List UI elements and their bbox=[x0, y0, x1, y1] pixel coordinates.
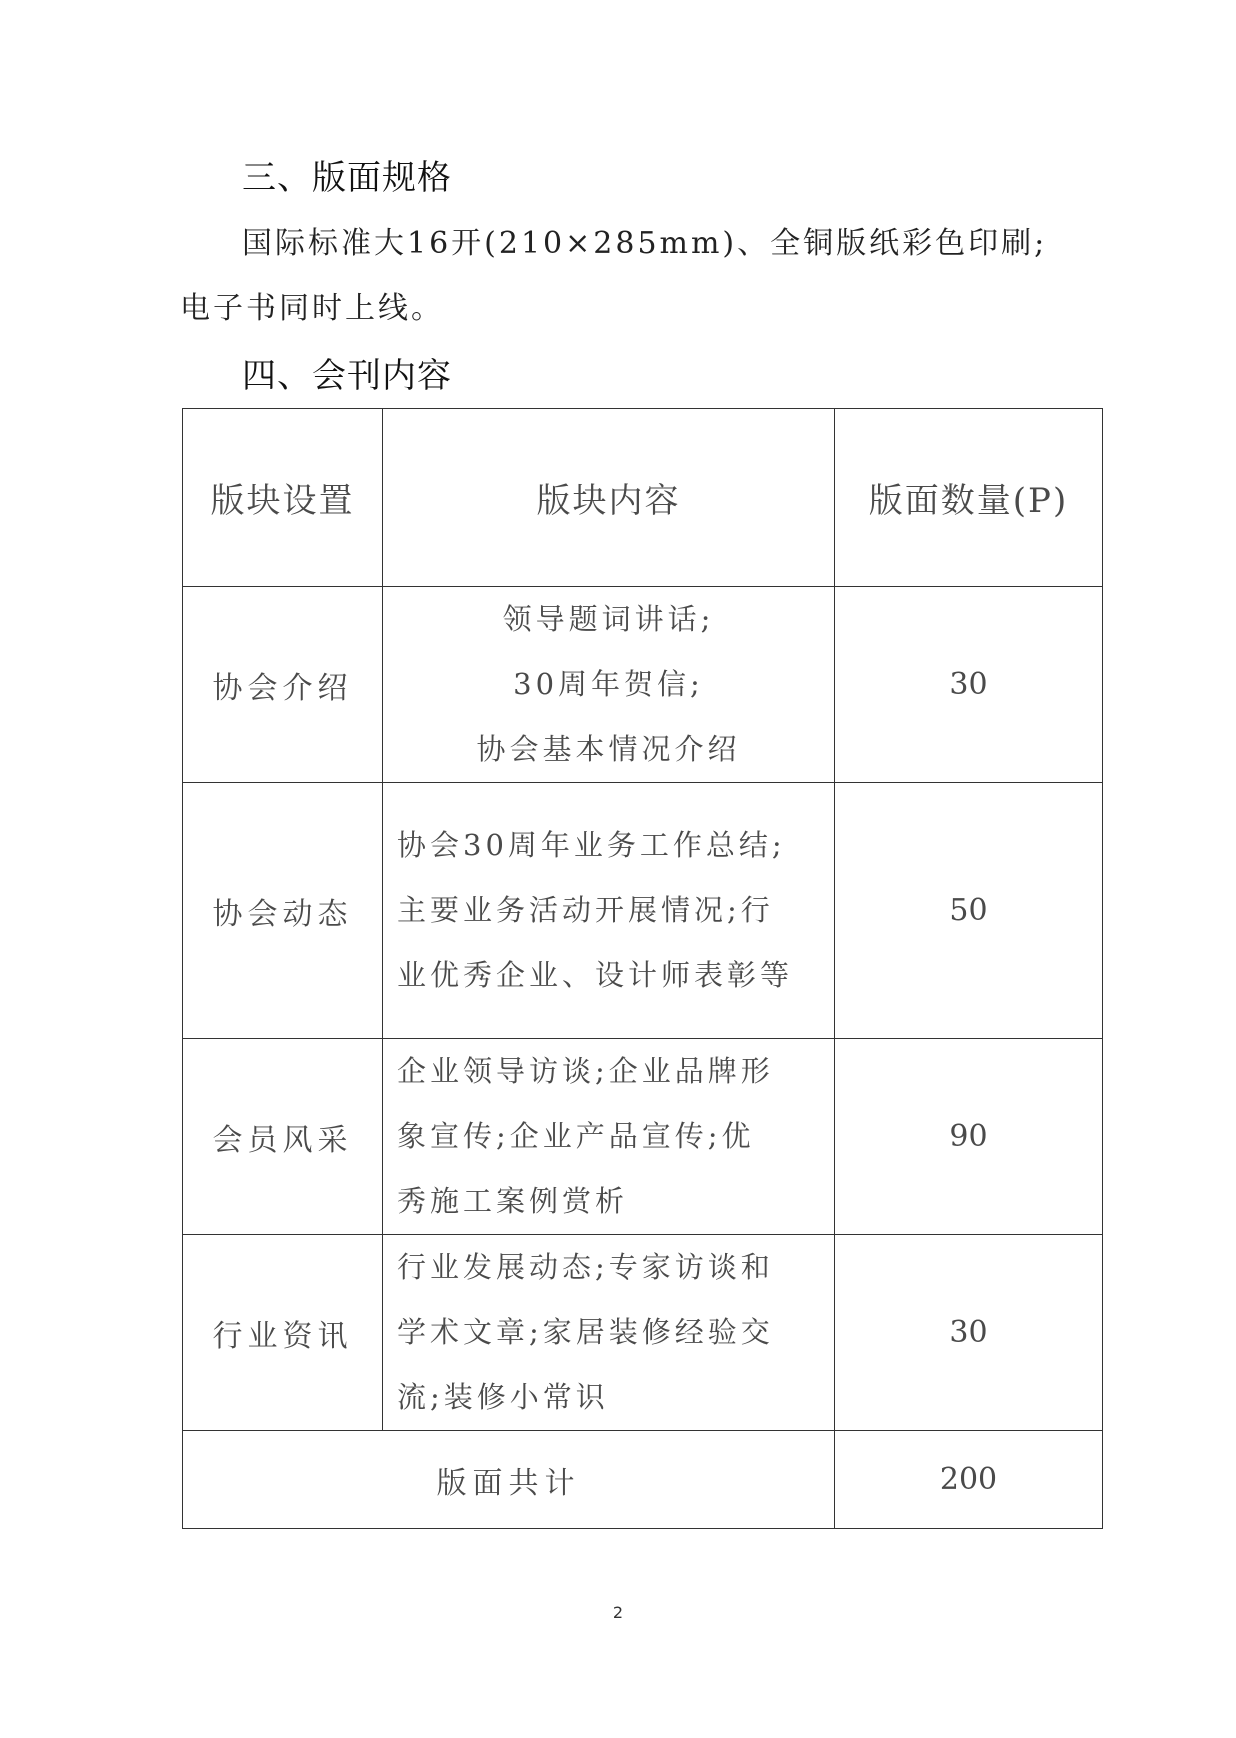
row-content bbox=[383, 783, 835, 1039]
page-number: 2 bbox=[612, 1603, 624, 1622]
header-section-content: 版块内容 bbox=[383, 409, 835, 587]
total-page-count: 200 bbox=[835, 1431, 1103, 1529]
row-content-line: 象宣传;企业产品宣传;优 bbox=[397, 1119, 755, 1153]
header-page-count: 版面数量(P) bbox=[835, 409, 1103, 587]
row-content-line: 协会30周年业务工作总结; bbox=[397, 828, 786, 862]
section-3-paragraph-line-2: 电子书同时上线。 bbox=[180, 291, 444, 326]
row-page-count: 30 bbox=[835, 1235, 1103, 1431]
row-content-line: 主要业务活动开展情况;行 bbox=[397, 893, 774, 927]
row-content-line: 业优秀企业、设计师表彰等 bbox=[397, 958, 794, 992]
row-page-count: 50 bbox=[835, 783, 1103, 1039]
contents-table bbox=[182, 408, 1103, 1529]
section-3-paragraph-line-1: 国际标准大16开(210×285mm)、全铜版纸彩色印刷; bbox=[242, 226, 1048, 261]
row-section-name: 协会介绍 bbox=[183, 587, 383, 783]
row-section-name: 行业资讯 bbox=[183, 1235, 383, 1431]
row-section-name: 协会动态 bbox=[183, 783, 383, 1039]
row-content-line: 行业发展动态;专家访谈和 bbox=[397, 1250, 774, 1284]
row-content-line: 企业领导访谈;企业品牌形 bbox=[397, 1054, 774, 1088]
table-row bbox=[183, 1039, 1103, 1235]
section-3-heading: 三、版面规格 bbox=[242, 158, 452, 198]
table-row bbox=[183, 783, 1103, 1039]
total-label: 版面共计 bbox=[183, 1431, 835, 1529]
row-page-count: 90 bbox=[835, 1039, 1103, 1235]
table-row bbox=[183, 1235, 1103, 1431]
row-content-line: 流;装修小常识 bbox=[397, 1380, 609, 1414]
row-content-line: 协会基本情况介绍 bbox=[476, 732, 741, 766]
row-content bbox=[383, 587, 835, 783]
row-content bbox=[383, 1235, 835, 1431]
row-content-line: 学术文章;家居装修经验交 bbox=[397, 1315, 774, 1349]
header-section-setting: 版块设置 bbox=[183, 409, 383, 587]
section-4-heading: 四、会刊内容 bbox=[242, 356, 452, 396]
row-page-count: 30 bbox=[835, 587, 1103, 783]
row-content bbox=[383, 1039, 835, 1235]
table-header-row bbox=[183, 409, 1103, 587]
table-row bbox=[183, 587, 1103, 783]
row-content-line: 秀施工案例赏析 bbox=[397, 1184, 629, 1218]
row-content-line: 30周年贺信; bbox=[513, 667, 704, 701]
table-total-row bbox=[183, 1431, 1103, 1529]
row-section-name: 会员风采 bbox=[183, 1039, 383, 1235]
row-content-line: 领导题词讲话; bbox=[502, 602, 715, 636]
